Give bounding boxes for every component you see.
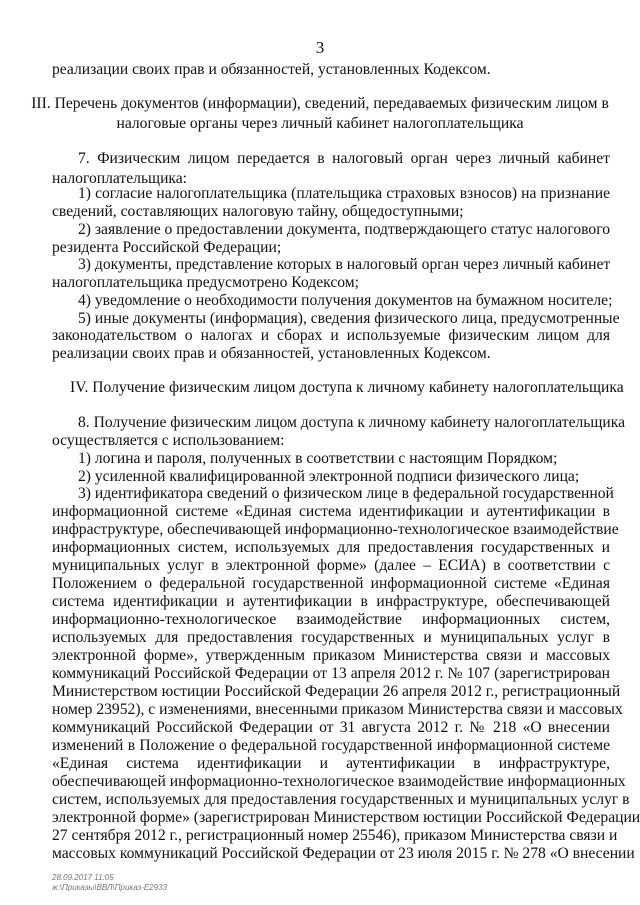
- text-line: номер 23952), с изменениями, внесенными приказом Министерства связи и массовых: [52, 701, 623, 718]
- text-line: реализации своих прав и обязанностей, установленных Кодексом.: [52, 345, 491, 362]
- text-line: налогоплательщика:: [52, 170, 188, 187]
- text-line: информационных систем, используемых для предоставления государственных и: [52, 539, 610, 556]
- text-line: 27 сентября 2012 г., регистрационный номер 25546), приказом Министерства связи и: [52, 827, 618, 844]
- text-line: система идентификации и аутентификации в инфраструктуре, обеспечивающей: [52, 593, 610, 610]
- text-line: 1) согласие налогоплательщика (плательщика страховых взносов) на признание: [78, 185, 610, 202]
- text-line: электронной форме», утвержденным приказом Министерства связи и массовых: [52, 647, 610, 664]
- text-line: сведений, составляющих налоговую тайну, общедоступными;: [52, 203, 464, 220]
- text-line: информационно-технологическое взаимодействие информационных систем,: [52, 611, 610, 628]
- footer-file-path: ж:\Приказы\ВВЛ\Приказ-E2933: [52, 883, 167, 892]
- text-line: массовых коммуникаций Российской Федерации от 23 июля 2015 г. № 278 «О внесении: [52, 845, 635, 862]
- text-line: 3) документы, представление которых в налоговый орган через личный кабинет: [78, 256, 611, 273]
- section-heading: III. Перечень документов (информации), сведений, передаваемых физическим лицом в: [31, 95, 609, 112]
- footer-date: 28.09.2017 11:05: [52, 873, 114, 882]
- page-number: 3: [315, 38, 325, 57]
- text-line: 3) идентификатора сведений о физическом лице в федеральной государственной: [78, 485, 614, 502]
- text-line: налогоплательщика предусмотрено Кодексом;: [52, 274, 359, 291]
- text-line: осуществляется с использованием:: [52, 432, 285, 449]
- text-line: реализации своих прав и обязанностей, установленных Кодексом.: [52, 61, 491, 78]
- text-line: 2) усиленной квалифицированной электронной подписи физического лица;: [78, 468, 580, 485]
- text-line: 2) заявление о предоставлении документа, подтверждающего статус налогового: [78, 221, 611, 238]
- text-line: резидента Российской Федерации;: [52, 239, 282, 256]
- text-line: электронной форме» (зарегистрирован Министерством юстиции Российской Федерации: [52, 809, 640, 826]
- text-line: 5) иные документы (информация), сведения физического лица, предусмотренные: [78, 310, 620, 327]
- text-line: инфраструктуре, обеспечивающей информационно-технологическое взаимодействие: [52, 521, 619, 538]
- section-heading: IV. Получение физическим лицом доступа к личному кабинету налогоплательщика: [70, 379, 624, 396]
- text-line: 4) уведомление о необходимости получения документов на бумажном носителе;: [78, 292, 613, 309]
- text-line: 8. Получение физическим лицом доступа к личному кабинету налогоплательщика: [78, 414, 625, 431]
- text-line: 7. Физическим лицом передается в налоговый орган через личный кабинет: [78, 150, 610, 167]
- text-line: обеспечивающей информационно-технологическое взаимодействие информационных: [52, 773, 626, 790]
- text-line: «Единая система идентификации и аутентификации в инфраструктуре,: [52, 755, 610, 772]
- text-line: коммуникаций Российской Федерации от 13 апреля 2012 г. № 107 (зарегистрирован: [52, 665, 610, 682]
- text-line: Министерством юстиции Российской Федерации 26 апреля 2012 г., регистрационный: [52, 683, 621, 700]
- section-heading: налоговые органы через личный кабинет налогоплательщика: [116, 115, 524, 132]
- text-line: коммуникаций Российской Федерации от 31 августа 2012 г. № 218 «О внесении: [52, 719, 610, 736]
- text-line: изменений в Положение о федеральной государственной информационной системе: [52, 737, 610, 754]
- text-line: информационной системе «Единая система идентификации и аутентификации в: [52, 503, 610, 520]
- text-line: систем, используемых для предоставления государственных и муниципальных услуг в: [52, 791, 630, 808]
- text-line: используемых для предоставления государственных и муниципальных услуг в: [52, 629, 610, 646]
- text-line: Положением о федеральной государственной информационной системе «Единая: [52, 575, 610, 592]
- text-line: муниципальных услуг в электронной форме» (далее – ЕСИА) в соответствии с: [52, 557, 610, 574]
- text-line: 1) логина и пароля, полученных в соответствии с настоящим Порядком;: [78, 450, 558, 467]
- text-line: законодательством о налогах и сборах и используемые физическим лицом для: [52, 327, 610, 344]
